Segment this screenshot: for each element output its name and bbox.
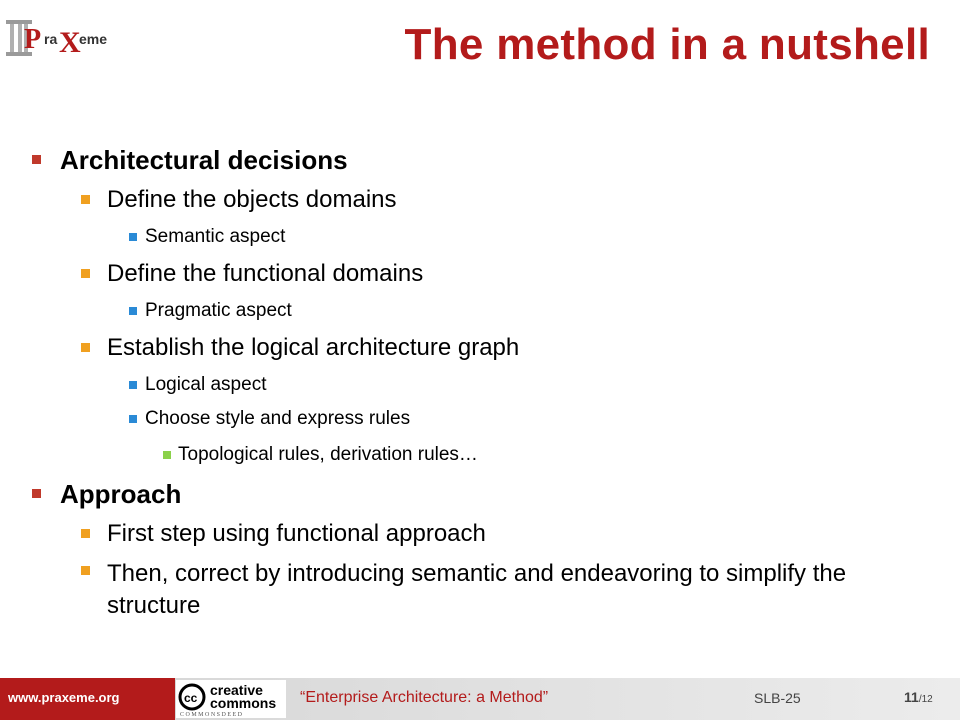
square-bullet-icon (129, 307, 137, 315)
bullet-text: Define the objects domains (107, 186, 397, 213)
bullet-level4 (30, 436, 935, 474)
square-bullet-icon (81, 529, 90, 538)
bullet-level3 (30, 368, 935, 402)
cc-bottom-text: C O M M O N S D E E D (180, 712, 243, 718)
bullet-level3 (30, 294, 935, 328)
svg-text:eme: eme (79, 31, 108, 47)
bullet-text: Topological rules, derivation rules… (178, 444, 478, 465)
total-pages: /12 (918, 694, 933, 705)
bullet-text: Semantic aspect (145, 226, 286, 247)
footer-bar (0, 678, 960, 720)
square-bullet-icon (81, 343, 90, 352)
bullet-text: Establish the logical architecture graph (107, 334, 520, 361)
bullet-level1 (30, 474, 935, 514)
bullet-level2 (30, 514, 935, 554)
bullet-text: Architectural decisions (60, 145, 348, 175)
svg-text:ra: ra (44, 31, 58, 47)
slide-title: The method in a nutshell (404, 20, 930, 69)
course-title: “Enterprise Architecture: a Method” (300, 689, 549, 706)
bullet-text: Logical aspect (145, 374, 267, 395)
square-bullet-icon (81, 269, 90, 278)
page-number (904, 689, 933, 705)
bullet-level3 (30, 220, 935, 254)
bullet-text: Pragmatic aspect (145, 300, 292, 321)
current-page: 11 (904, 689, 919, 705)
cc-top-text: creative (210, 682, 263, 698)
svg-text:X: X (59, 26, 81, 59)
bullet-text: Choose style and express rules (145, 408, 411, 429)
square-bullet-icon (129, 415, 137, 423)
bullet-list (30, 140, 935, 622)
bullet-text: Then, correct by introducing semantic and endeavoring to simplify the structure (107, 560, 847, 619)
square-bullet-icon (129, 381, 137, 389)
bullet-level2 (30, 254, 935, 294)
cc-mid-text: commons (210, 695, 277, 711)
bullet-level2 (30, 180, 935, 220)
slide-code: SLB-25 (754, 690, 801, 706)
praxeme-logo (4, 14, 108, 66)
bullet-level2 (30, 328, 935, 368)
square-bullet-icon (32, 489, 41, 498)
bullet-level1 (30, 140, 935, 180)
website-link[interactable]: www.praxeme.org (8, 690, 120, 705)
bullet-level2 (30, 554, 935, 622)
svg-text:P: P (24, 24, 42, 55)
square-bullet-icon (163, 451, 171, 459)
bullet-text: Approach (60, 479, 182, 509)
square-bullet-icon (81, 195, 90, 204)
square-bullet-icon (81, 566, 90, 575)
bullet-text: First step using functional approach (107, 520, 486, 547)
bullet-text: Define the functional domains (107, 260, 424, 287)
svg-text:cc: cc (184, 691, 198, 705)
creative-commons-logo (176, 680, 286, 718)
square-bullet-icon (129, 233, 137, 241)
bullet-level3 (30, 402, 935, 436)
square-bullet-icon (32, 155, 41, 164)
